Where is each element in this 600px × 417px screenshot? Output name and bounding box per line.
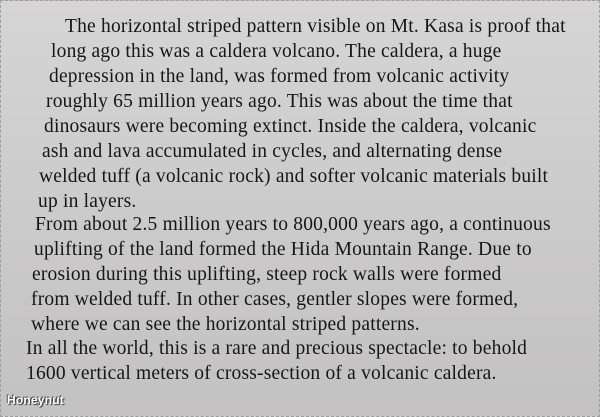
p3-line-1: In all the world, this is a rare and precious spectacle: to behold xyxy=(26,338,528,359)
p2-line-3: erosion during this uplifting, steep rock walls were formed xyxy=(32,264,502,285)
p2-line-2: uplifting of the land formed the Hida Mountain Range. Due to xyxy=(34,239,532,260)
p1-line-6: ash and lava accumulated in cycles, and alternating dense xyxy=(42,141,503,162)
p1-line-7: welded tuff (a volcanic rock) and softer volcanic materials built xyxy=(39,166,549,187)
p1-line-8: up in layers. xyxy=(38,191,137,212)
p3-line-2: 1600 vertical meters of cross-section of a volcanic caldera. xyxy=(26,363,497,384)
photographer-watermark: Honeynut xyxy=(7,393,64,407)
p1-line-1: The horizontal striped pattern visible on Mt. Kasa is proof that xyxy=(65,16,566,37)
p2-line-5: where we can see the horizontal striped patterns. xyxy=(31,314,420,335)
p2-line-4: from welded tuff. In other cases, gentler slopes were formed, xyxy=(31,289,519,310)
p1-line-4: roughly 65 million years ago. This was about the time that xyxy=(46,91,513,112)
p1-line-5: dinosaurs were becoming extinct. Inside the caldera, volcanic xyxy=(44,116,537,137)
p1-line-3: depression in the land, was formed from volcanic activity xyxy=(49,66,510,87)
p1-line-2: long ago this was a caldera volcano. The caldera, a huge xyxy=(51,41,502,62)
p2-line-1: From about 2.5 million years to 800,000 years ago, a continuous xyxy=(35,214,551,235)
